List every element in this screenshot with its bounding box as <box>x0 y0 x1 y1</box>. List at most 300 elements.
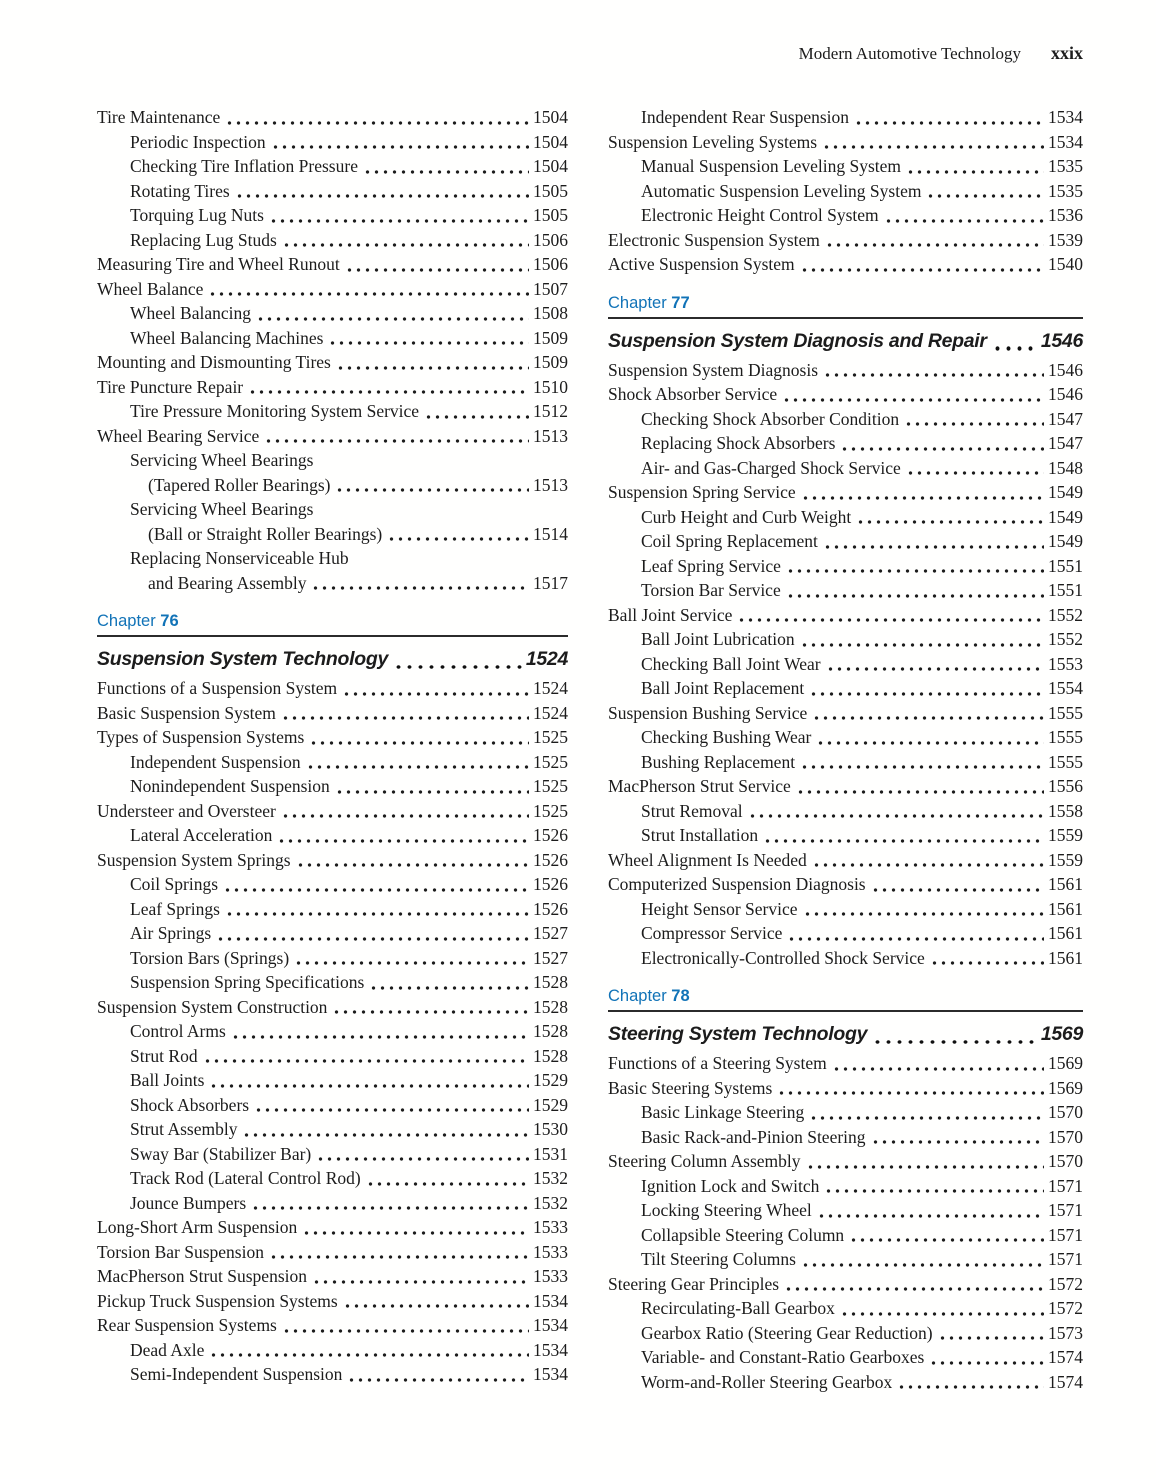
toc-entry-label: Height Sensor Service <box>641 898 798 919</box>
dot-leader <box>316 1157 529 1161</box>
dot-leader <box>737 618 1044 622</box>
toc-entry <box>608 1345 1083 1370</box>
toc-entry-label: Types of Suspension Systems <box>97 727 305 747</box>
toc-entry <box>97 823 568 848</box>
toc-entry <box>608 228 1083 253</box>
dot-leader <box>832 1067 1044 1071</box>
dot-leader <box>748 814 1044 818</box>
toc-entry-page: 1526 <box>533 898 568 919</box>
toc-entry-label: Servicing Wheel Bearings <box>130 450 314 470</box>
dot-leader <box>369 986 529 990</box>
chapter-title-text: Suspension System Diagnosis and Repair <box>608 329 987 352</box>
toc-entry-label: Long-Short Arm Suspension <box>97 1217 298 1237</box>
toc-entry-page: 1559 <box>1048 825 1083 845</box>
toc-entry-label: Replacing Nonserviceable Hub <box>130 548 349 568</box>
toc-entry-page: 1555 <box>1048 702 1083 723</box>
dot-leader <box>897 1385 1044 1389</box>
toc-entry-page: 1530 <box>533 1119 568 1139</box>
toc-entry-page: 1505 <box>533 205 568 225</box>
toc-entry-page: 1539 <box>1048 229 1083 250</box>
toc-entry <box>97 872 568 897</box>
toc-entry <box>608 1198 1083 1223</box>
chapter-number: 77 <box>671 293 690 312</box>
toc-entry-page: 1506 <box>533 229 568 250</box>
toc-entry-page: 1524 <box>533 678 568 698</box>
dot-leader <box>281 716 529 720</box>
toc-entry <box>608 1100 1083 1125</box>
toc-entry <box>97 522 568 547</box>
toc-entry <box>608 105 1083 130</box>
dot-leader <box>235 194 529 198</box>
dot-leader <box>277 839 529 843</box>
toc-entry <box>97 179 568 204</box>
toc-entry <box>97 1264 568 1289</box>
toc-entry-label: Ignition Lock and Switch <box>641 1175 820 1196</box>
chapter-label: Chapter <box>608 293 672 312</box>
toc-entry-page: 1509 <box>533 327 568 348</box>
toc-entry-page: 1527 <box>533 947 568 968</box>
dot-leader <box>786 594 1044 598</box>
toc-entry-label: Pickup Truck Suspension Systems <box>97 1290 338 1311</box>
toc-entry-label: Suspension System Construction <box>97 996 328 1017</box>
toc-entry-label: MacPherson Strut Suspension <box>97 1266 307 1286</box>
dot-leader <box>801 496 1044 500</box>
toc-entry-page: 1552 <box>1048 604 1083 625</box>
toc-entry <box>608 203 1083 228</box>
toc-entry <box>97 326 568 351</box>
toc-entry-page: 1512 <box>533 401 568 421</box>
toc-entry-label: Wheel Bearing Service <box>97 425 260 446</box>
toc-entry-page: 1558 <box>1048 800 1083 821</box>
toc-entry-page: 1561 <box>1048 947 1083 968</box>
dot-leader <box>342 692 529 696</box>
dot-leader <box>208 292 529 296</box>
toc-entry-label: Servicing Wheel Bearings <box>130 499 314 519</box>
dot-leader <box>424 415 529 419</box>
toc-entry <box>97 848 568 873</box>
toc-entry <box>608 529 1083 554</box>
toc-entry-label: Wheel Alignment Is Needed <box>608 849 807 870</box>
dot-leader <box>343 1304 529 1308</box>
toc-entry-label: Gearbox Ratio (Steering Gear Reduction) <box>641 1322 933 1343</box>
dot-leader <box>782 398 1044 402</box>
toc-entry-label: Basic Rack-and-Pinion Steering <box>641 1126 866 1147</box>
toc-entry-label: Ball Joint Service <box>608 604 733 625</box>
toc-entry-label: Basic Steering Systems <box>608 1077 773 1098</box>
toc-entry-page: 1526 <box>533 874 568 894</box>
toc-entry <box>608 701 1083 726</box>
dot-leader <box>800 643 1044 647</box>
toc-entry <box>608 382 1083 407</box>
toc-entry <box>608 799 1083 824</box>
toc-entry-page: 1551 <box>1048 555 1083 576</box>
toc-entry-page: 1572 <box>1048 1298 1083 1318</box>
toc-entry-page: 1573 <box>1048 1322 1083 1343</box>
toc-entry-page: 1528 <box>533 996 568 1017</box>
toc-entry-label: Functions of a Steering System <box>608 1053 827 1073</box>
toc-entry-label: Recirculating-Ball Gearbox <box>641 1298 835 1318</box>
dot-leader <box>216 937 529 941</box>
toc-entry-page: 1574 <box>1048 1347 1083 1367</box>
dot-leader <box>849 1238 1044 1242</box>
toc-entry-page: 1549 <box>1048 482 1083 502</box>
toc-entry-page: 1528 <box>533 1021 568 1041</box>
dot-leader <box>826 667 1044 671</box>
toc-entry <box>608 1272 1083 1297</box>
toc-entry-page: 1549 <box>1048 531 1083 551</box>
toc-entry <box>608 407 1083 432</box>
toc-entry <box>608 872 1083 897</box>
toc-entry-page: 1528 <box>533 1045 568 1066</box>
toc-entry-label: and Bearing Assembly <box>148 572 307 593</box>
dot-leader <box>294 961 529 965</box>
toc-entry <box>608 897 1083 922</box>
dot-leader <box>209 1084 529 1088</box>
dot-leader <box>311 586 529 590</box>
dot-leader <box>801 1263 1044 1267</box>
toc-entry <box>97 774 568 799</box>
toc-entry-page: 1540 <box>1048 254 1083 274</box>
toc-entry-page: 1571 <box>1048 1224 1083 1245</box>
toc-entry-label: MacPherson Strut Service <box>608 776 791 796</box>
toc-entry-label: Checking Ball Joint Wear <box>641 653 821 674</box>
toc-entry-label: Lateral Acceleration <box>130 825 273 845</box>
dot-leader <box>938 1336 1044 1340</box>
dot-leader <box>800 765 1044 769</box>
toc-entry <box>608 358 1083 383</box>
dot-leader <box>806 1165 1045 1169</box>
dot-leader <box>784 1287 1044 1291</box>
toc-entry-label: Ball Joints <box>130 1070 205 1090</box>
toc-entry-label: Ball Joint Lubrication <box>641 629 795 649</box>
book-title: Modern Automotive Technology <box>798 44 1021 63</box>
toc-entry-page: 1510 <box>533 376 568 397</box>
toc-entry-label: Rotating Tires <box>130 180 230 201</box>
toc-entry-label: Wheel Balancing Machines <box>130 327 324 348</box>
toc-entry-label: Manual Suspension Leveling System <box>641 156 902 176</box>
toc-entry-label: Bushing Replacement <box>641 751 796 772</box>
toc-entry <box>608 431 1083 456</box>
toc-entry-label: Steering Gear Principles <box>608 1273 780 1294</box>
toc-entry <box>608 774 1083 799</box>
toc-entry <box>97 154 568 179</box>
toc-entry-page: 1559 <box>1048 849 1083 870</box>
toc-entry-page: 1534 <box>533 1290 568 1311</box>
toc-entry-page: 1535 <box>1048 180 1083 201</box>
toc-entry <box>97 203 568 228</box>
dot-leader <box>926 194 1044 198</box>
toc-entry <box>97 1166 568 1191</box>
toc-entry <box>608 1321 1083 1346</box>
toc-entry <box>97 1093 568 1118</box>
toc-entry-page: 1555 <box>1048 727 1083 747</box>
dot-leader <box>347 1378 529 1382</box>
toc-entry <box>608 456 1083 481</box>
dot-leader <box>992 346 1037 351</box>
toc-entry-label: Electronic Suspension System <box>608 229 820 250</box>
dot-leader <box>225 912 529 916</box>
toc-entry <box>97 1044 568 1069</box>
toc-entry-page: 1547 <box>1048 408 1083 429</box>
toc-entry <box>97 571 568 596</box>
toc-entry-page: 1549 <box>1048 506 1083 527</box>
toc-entry <box>97 995 568 1020</box>
dot-leader <box>332 1010 529 1014</box>
toc-entry-label: Suspension Leveling Systems <box>608 131 818 152</box>
toc-entry-label: Strut Removal <box>641 800 743 821</box>
toc-entry-label: Active Suspension System <box>608 254 795 274</box>
toc-entry-label: Ball Joint Replacement <box>641 678 805 698</box>
toc-entry-label: Dead Axle <box>130 1339 205 1360</box>
dot-leader <box>328 341 529 345</box>
toc-entry-label: Control Arms <box>130 1021 226 1041</box>
toc-entry <box>608 1247 1083 1272</box>
toc-entry-label: Sway Bar (Stabilizer Bar) <box>130 1143 312 1164</box>
toc-entry-label: Tilt Steering Columns <box>641 1249 796 1269</box>
toc-entry-page: 1551 <box>1048 580 1083 600</box>
toc-entry <box>608 480 1083 505</box>
toc-entry-label: Replacing Shock Absorbers <box>641 433 836 453</box>
toc-entry-label: Suspension Bushing Service <box>608 702 808 723</box>
dot-leader <box>812 716 1044 720</box>
dot-leader <box>787 937 1044 941</box>
toc-entry-label: Basic Linkage Steering <box>641 1102 805 1122</box>
dot-leader <box>803 912 1045 916</box>
toc-entry <box>608 1149 1083 1174</box>
toc-entry-page: 1507 <box>533 278 568 299</box>
toc-entry-label: Air Springs <box>130 923 212 943</box>
toc-entry-page: 1514 <box>533 523 568 544</box>
toc-entry-label: Rear Suspension Systems <box>97 1315 277 1335</box>
toc-entry-label: Coil Springs <box>130 874 219 894</box>
toc-entry <box>97 1215 568 1240</box>
dot-leader <box>264 439 529 443</box>
dot-leader <box>840 447 1044 451</box>
dot-leader <box>796 790 1044 794</box>
dot-leader <box>269 219 529 223</box>
toc-entry-label: Checking Shock Absorber Condition <box>641 408 900 429</box>
toc-entry-label: Worm-and-Roller Steering Gearbox <box>641 1371 893 1392</box>
chapter-title <box>608 1021 1083 1048</box>
toc-entry-label: Torquing Lug Nuts <box>130 205 264 225</box>
toc-entry-label: Wheel Balancing <box>130 303 251 323</box>
toc-entry <box>97 1068 568 1093</box>
chapter-number: 76 <box>160 612 179 630</box>
dot-leader <box>256 317 529 321</box>
toc-entry <box>97 424 568 449</box>
toc-entry <box>608 1370 1083 1395</box>
toc-entry-label: Nonindependent Suspension <box>130 776 330 796</box>
toc-entry <box>97 1117 568 1142</box>
dot-leader <box>225 121 529 125</box>
toc-entry <box>608 946 1083 971</box>
toc-entry-page: 1546 <box>1048 359 1083 380</box>
toc-entry-page: 1548 <box>1048 457 1083 478</box>
toc-entry-label: Jounce Bumpers <box>130 1192 247 1213</box>
toc-entry-page: 1527 <box>533 923 568 943</box>
toc-entry-label: Wheel Balance <box>97 278 204 299</box>
dot-leader <box>296 863 530 867</box>
toc-entry <box>97 546 568 571</box>
toc-entry-label: Electronic Height Control System <box>641 205 879 225</box>
toc-entry-label: Strut Assembly <box>130 1119 238 1139</box>
toc-entry-page: 1524 <box>533 702 568 723</box>
toc-entry-page: 1572 <box>1048 1273 1083 1294</box>
toc-entry <box>97 1240 568 1265</box>
toc-entry <box>608 130 1083 155</box>
toc-entry-page: 1532 <box>533 1192 568 1213</box>
toc-entry <box>608 1223 1083 1248</box>
toc-entry-label: (Tapered Roller Bearings) <box>148 474 331 495</box>
toc-entry-label: Electronically-Controlled Shock Service <box>641 947 925 968</box>
chapter-rule <box>608 317 1083 319</box>
toc-entry-label: Strut Rod <box>130 1045 198 1066</box>
toc-entry-page: 1525 <box>533 800 568 821</box>
toc-entry-label: Computerized Suspension Diagnosis <box>608 874 866 894</box>
toc-entry-page: 1505 <box>533 180 568 201</box>
toc-entry-page: 1546 <box>1048 384 1083 404</box>
toc-entry <box>608 603 1083 628</box>
toc-entry-label: (Ball or Straight Roller Bearings) <box>148 523 383 544</box>
dot-leader <box>269 1255 529 1259</box>
toc-entry-page: 1504 <box>533 156 568 176</box>
toc-entry-label: Shock Absorbers <box>130 1094 250 1115</box>
chapter-heading <box>97 610 568 633</box>
dot-leader <box>824 1189 1044 1193</box>
dot-leader <box>231 1035 529 1039</box>
toc-entry-page: 1525 <box>533 751 568 772</box>
toc-entry-label: Independent Suspension <box>130 751 301 772</box>
toc-entry <box>97 1313 568 1338</box>
toc-entry-page: 1529 <box>533 1070 568 1090</box>
toc-entry-page: 1534 <box>533 1315 568 1335</box>
toc-entry-page: 1534 <box>533 1364 568 1384</box>
toc-entry-label: Air- and Gas-Charged Shock Service <box>641 457 901 478</box>
toc-entry-label: Suspension Spring Specifications <box>130 972 365 992</box>
toc-entry <box>608 627 1083 652</box>
dot-leader <box>871 888 1044 892</box>
toc-entry <box>608 505 1083 530</box>
dot-leader <box>251 1206 529 1210</box>
toc-entry-page: 1534 <box>533 1339 568 1360</box>
toc-entry-label: Understeer and Oversteer <box>97 800 276 821</box>
toc-entry <box>608 848 1083 873</box>
toc-entry-page: 1571 <box>1048 1175 1083 1196</box>
toc-entry <box>97 725 568 750</box>
dot-leader <box>312 1280 529 1284</box>
toc-entry <box>97 473 568 498</box>
dot-leader <box>281 814 529 818</box>
dot-leader <box>248 390 529 394</box>
toc-entry-page: 1532 <box>533 1168 568 1188</box>
dot-leader <box>884 219 1044 223</box>
toc-entry-page: 1526 <box>533 825 568 845</box>
toc-entry-page: 1536 <box>1048 205 1083 225</box>
toc-entry-label: Torsion Bar Suspension <box>97 1241 264 1262</box>
toc-entry-page: 1561 <box>1048 923 1083 943</box>
toc-entry-label: Periodic Inspection <box>130 131 266 152</box>
chapter-title-text: Steering System Technology <box>608 1023 868 1045</box>
toc-entry-label: Functions of a Suspension System <box>97 678 338 698</box>
dot-leader <box>800 268 1044 272</box>
toc-entry <box>97 921 568 946</box>
toc-entry <box>97 799 568 824</box>
toc-entry-page: 1513 <box>533 425 568 446</box>
toc-entry-page: 1534 <box>1048 107 1083 127</box>
toc-entry-label: Automatic Suspension Leveling System <box>641 180 922 201</box>
dot-leader <box>825 243 1044 247</box>
dot-leader <box>930 961 1044 965</box>
toc-entry <box>97 277 568 302</box>
dot-leader <box>823 545 1044 549</box>
toc-entry-page: 1556 <box>1048 776 1083 796</box>
chapter-heading <box>608 985 1083 1008</box>
toc-entry-page: 1570 <box>1048 1102 1083 1122</box>
toc-entry <box>97 676 568 701</box>
toc-entry <box>608 1051 1083 1076</box>
dot-leader <box>366 1182 529 1186</box>
toc-entry <box>97 1191 568 1216</box>
toc-entry <box>608 652 1083 677</box>
dot-leader <box>856 520 1044 524</box>
toc-entry-label: Replacing Lug Studs <box>130 229 277 250</box>
dot-leader <box>840 1312 1044 1316</box>
toc-entry-label: Collapsible Steering Column <box>641 1224 845 1245</box>
toc-entry-label: Torsion Bars (Springs) <box>130 947 290 968</box>
toc-entry <box>608 823 1083 848</box>
dot-leader <box>345 268 529 272</box>
dot-leader <box>809 692 1044 696</box>
toc-entry <box>608 252 1083 277</box>
toc-entry-page: 1506 <box>533 254 568 274</box>
toc-entry <box>97 1019 568 1044</box>
toc-entry-page: 1528 <box>533 972 568 992</box>
toc-entry-label: Semi-Independent Suspension <box>130 1364 343 1384</box>
toc-entry-label: Checking Bushing Wear <box>641 727 812 747</box>
toc-entry <box>608 1174 1083 1199</box>
toc-entry <box>608 750 1083 775</box>
chapter-label: Chapter <box>608 987 672 1005</box>
toc-entry-label: Coil Spring Replacement <box>641 531 818 551</box>
dot-leader <box>309 741 529 745</box>
dot-leader <box>209 1353 529 1357</box>
toc-entry-page: 1513 <box>533 474 568 495</box>
dot-leader <box>335 790 529 794</box>
toc-entry-page: 1569 <box>1048 1077 1083 1098</box>
toc-entry-page: 1570 <box>1048 1151 1083 1171</box>
toc-entry <box>608 154 1083 179</box>
dot-leader <box>223 888 529 892</box>
toc-entry-label: Leaf Springs <box>130 898 220 919</box>
dot-leader <box>335 488 529 492</box>
chapter-title <box>608 328 1083 355</box>
toc-entry-label: Basic Suspension System <box>97 702 276 723</box>
dot-leader <box>242 1133 529 1137</box>
toc-entry-page: 1569 <box>1048 1053 1083 1073</box>
chapter-title-page: 1524 <box>525 648 568 670</box>
toc-column-right <box>608 105 1083 1394</box>
dot-leader <box>786 569 1044 573</box>
toc-entry-label: Tire Puncture Repair <box>97 376 244 397</box>
chapter-title-text: Suspension System Technology <box>97 648 389 670</box>
toc-entry-label: Tire Pressure Monitoring System Service <box>130 401 420 421</box>
toc-entry <box>97 252 568 277</box>
toc-entry-page: 1525 <box>533 776 568 796</box>
toc-entry-page: 1571 <box>1048 1200 1083 1220</box>
toc-entry-page: 1508 <box>533 303 568 323</box>
toc-entry-label: Suspension System Springs <box>97 849 291 870</box>
page-number: xxix <box>1050 43 1083 63</box>
